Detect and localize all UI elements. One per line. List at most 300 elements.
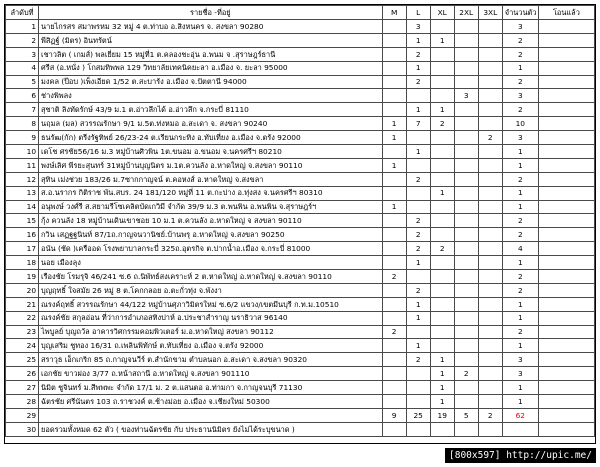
row-index-cell[interactable]: 24 [6, 339, 39, 353]
size-l-cell[interactable]: 2 [406, 75, 430, 89]
table-row[interactable] [6, 283, 595, 297]
size-2xl-cell[interactable] [454, 381, 478, 395]
size-m-cell[interactable] [382, 242, 406, 256]
table-row[interactable] [6, 117, 595, 131]
size-m-cell[interactable] [382, 172, 406, 186]
size-2xl-cell[interactable] [454, 297, 478, 311]
size-xl-cell[interactable] [430, 89, 454, 103]
name-address-cell[interactable]: ศรีส (อ.หนั่ง ) โกสมทิพพล 129 วิทยาลัยเทคนิคยะลา อ.เมือง จ. ยะลา 95000 [39, 61, 383, 75]
table-row[interactable] [6, 311, 595, 325]
paid-cell[interactable] [538, 283, 594, 297]
size-xl-cell[interactable] [430, 422, 454, 436]
total-cell[interactable]: 1 [502, 381, 538, 395]
total-cell[interactable]: 2 [502, 75, 538, 89]
size-m-cell[interactable]: 9 [382, 408, 406, 422]
row-index-cell[interactable]: 6 [6, 89, 39, 103]
size-l-cell[interactable] [406, 367, 430, 381]
size-3xl-cell[interactable] [478, 228, 502, 242]
name-address-cell[interactable]: ธนรัฒ(กัก) ตรีงรัฐทิพย์ 26/23-24 ต.เรียนกระทิง อ.ทับเที่ยง อ.เมือง จ.ตรัง 92000 [39, 131, 383, 145]
size-2xl-cell[interactable] [454, 256, 478, 270]
row-index-cell[interactable]: 13 [6, 186, 39, 200]
size-3xl-cell[interactable] [478, 47, 502, 61]
size-3xl-cell[interactable] [478, 75, 502, 89]
size-3xl-cell[interactable] [478, 395, 502, 409]
paid-cell[interactable] [538, 131, 594, 145]
size-m-cell[interactable] [382, 89, 406, 103]
paid-cell[interactable] [538, 270, 594, 284]
size-xl-cell[interactable]: 1 [430, 33, 454, 47]
name-address-cell[interactable]: ช่างพิพลง [39, 89, 383, 103]
size-2xl-cell[interactable] [454, 283, 478, 297]
size-xl-cell[interactable]: 1 [430, 367, 454, 381]
total-cell[interactable]: 2 [502, 214, 538, 228]
row-index-cell[interactable]: 18 [6, 256, 39, 270]
size-xl-cell[interactable] [430, 256, 454, 270]
row-index-cell[interactable]: 21 [6, 297, 39, 311]
size-2xl-cell[interactable] [454, 61, 478, 75]
size-m-cell[interactable] [382, 75, 406, 89]
size-3xl-cell[interactable] [478, 33, 502, 47]
total-cell[interactable]: 2 [502, 47, 538, 61]
size-m-cell[interactable] [382, 186, 406, 200]
size-l-cell[interactable]: 3 [406, 20, 430, 34]
size-2xl-cell[interactable] [454, 353, 478, 367]
size-xl-cell[interactable] [430, 200, 454, 214]
size-3xl-cell[interactable] [478, 270, 502, 284]
row-index-cell[interactable]: 9 [6, 131, 39, 145]
row-index-cell[interactable]: 15 [6, 214, 39, 228]
size-m-cell[interactable] [382, 311, 406, 325]
size-xl-cell[interactable] [430, 214, 454, 228]
size-3xl-cell[interactable] [478, 339, 502, 353]
size-l-cell[interactable]: 1 [406, 103, 430, 117]
size-m-cell[interactable] [382, 214, 406, 228]
total-cell[interactable]: 3 [502, 367, 538, 381]
name-address-cell[interactable]: นายไกรสร สมาพรหม 32 หมู่ 4 ต.ท่าบอ อ.สิงหนคร จ. สงขลา 90280 [39, 20, 383, 34]
size-m-cell[interactable] [382, 381, 406, 395]
row-index-cell[interactable]: 17 [6, 242, 39, 256]
size-2xl-cell[interactable] [454, 339, 478, 353]
row-index-cell[interactable]: 2 [6, 33, 39, 47]
name-address-cell[interactable]: ณรงค์ฤทธิ์ สวรรณรักษา 44/122 หมู่บ้านศุภาวิมิตรใหม่ ซ.6/2 แขวง/เขตมีนบุรี ก.ท.ม.10510 [39, 297, 383, 311]
size-xl-cell[interactable]: 1 [430, 186, 454, 200]
name-address-cell[interactable]: สุชาติ ลิงทัดรักษ์ 43/9 ม.1 ต.อ่าวลึกได้ อ.อ่าวลึก จ.กระบี่ 81110 [39, 103, 383, 117]
size-3xl-cell[interactable] [478, 200, 502, 214]
size-m-cell[interactable] [382, 297, 406, 311]
size-l-cell[interactable] [406, 325, 430, 339]
size-l-cell[interactable]: 1 [406, 256, 430, 270]
size-2xl-cell[interactable] [454, 47, 478, 61]
row-index-cell[interactable]: 12 [6, 172, 39, 186]
name-address-cell[interactable]: เอกชัย ขาวผ่อง 3/77 ถ.หน้าสถานี อ.หาดใหญ่ จ.สงขลา 901110 [39, 367, 383, 381]
size-xl-cell[interactable] [430, 311, 454, 325]
total-cell[interactable]: 2 [502, 172, 538, 186]
name-address-cell[interactable] [39, 408, 383, 422]
paid-cell[interactable] [538, 61, 594, 75]
paid-cell[interactable] [538, 311, 594, 325]
size-m-cell[interactable] [382, 367, 406, 381]
name-address-cell[interactable]: เชาวลิต ( เกมส์) พลเยี่ยม 15 หมู่ที่1 ต.คลองชะอุ่น อ.พนม จ .สุราษฎร์ธานี [39, 47, 383, 61]
table-row[interactable] [6, 47, 595, 61]
size-2xl-cell[interactable] [454, 117, 478, 131]
paid-cell[interactable] [538, 381, 594, 395]
table-row[interactable] [6, 172, 595, 186]
row-index-cell[interactable]: 29 [6, 408, 39, 422]
size-l-cell[interactable]: 7 [406, 117, 430, 131]
paid-cell[interactable] [538, 186, 594, 200]
table-row[interactable] [6, 256, 595, 270]
size-2xl-cell[interactable]: 2 [454, 367, 478, 381]
table-row[interactable] [6, 158, 595, 172]
row-index-cell[interactable]: 11 [6, 158, 39, 172]
name-address-cell[interactable]: เดโช ศรชัย56/16 ม.3 หมู่บ้านศิวพิน 1ต.ขนอม อ.ขนอม จ.นครศรีฯ 80210 [39, 145, 383, 159]
size-xl-cell[interactable]: 2 [430, 242, 454, 256]
row-index-cell[interactable]: 16 [6, 228, 39, 242]
row-index-cell[interactable]: 4 [6, 61, 39, 75]
size-2xl-cell[interactable] [454, 75, 478, 89]
size-m-cell[interactable] [382, 103, 406, 117]
size-m-cell[interactable]: 2 [382, 325, 406, 339]
size-xl-cell[interactable]: 1 [430, 381, 454, 395]
paid-cell[interactable] [538, 422, 594, 436]
row-index-cell[interactable]: 19 [6, 270, 39, 284]
name-address-cell[interactable]: ยอดรวมทั้งหมด 62 ตัว ( ของท่านฉัตรชัย กับ ประธานนิมิตร ยังไม่ได้ระบุขนาด ) [39, 422, 383, 436]
row-index-cell[interactable]: 27 [6, 381, 39, 395]
size-xl-cell[interactable] [430, 297, 454, 311]
size-l-cell[interactable] [406, 158, 430, 172]
name-address-cell[interactable]: อนุพงษ์ วงศ์รี ส.สยามรีโซเคลิตบัดเกวิมี จำกัด 39/9 ม.3 ต.พนพิน อ.พนพิน จ.สุราษฎร์ฯ [39, 200, 383, 214]
total-cell[interactable]: 1 [502, 186, 538, 200]
size-l-cell[interactable]: 25 [406, 408, 430, 422]
size-3xl-cell[interactable] [478, 117, 502, 131]
size-2xl-cell[interactable] [454, 186, 478, 200]
size-m-cell[interactable] [382, 33, 406, 47]
row-index-cell[interactable]: 10 [6, 145, 39, 159]
size-xl-cell[interactable]: 19 [430, 408, 454, 422]
size-xl-cell[interactable]: 1 [430, 103, 454, 117]
size-3xl-cell[interactable] [478, 172, 502, 186]
size-m-cell[interactable] [382, 145, 406, 159]
row-index-cell[interactable]: 14 [6, 200, 39, 214]
size-3xl-cell[interactable] [478, 61, 502, 75]
name-address-cell[interactable]: นฤมล (มล) สวรรณรักษา 9/1 ม.5ต.ท่งหมอ อ.สะเดา จ. สงขลา 90240 [39, 117, 383, 131]
table-row[interactable] [6, 20, 595, 34]
size-l-cell[interactable] [406, 381, 430, 395]
size-2xl-cell[interactable] [454, 242, 478, 256]
table-row[interactable] [6, 422, 595, 436]
table-row[interactable] [6, 75, 595, 89]
size-2xl-cell[interactable] [454, 270, 478, 284]
table-row[interactable] [6, 339, 595, 353]
table-row[interactable] [6, 103, 595, 117]
size-3xl-cell[interactable] [478, 311, 502, 325]
size-2xl-cell[interactable] [454, 395, 478, 409]
size-2xl-cell[interactable]: 3 [454, 89, 478, 103]
size-2xl-cell[interactable] [454, 145, 478, 159]
size-l-cell[interactable] [406, 89, 430, 103]
paid-cell[interactable] [538, 158, 594, 172]
paid-cell[interactable] [538, 367, 594, 381]
size-2xl-cell[interactable] [454, 200, 478, 214]
paid-cell[interactable] [538, 103, 594, 117]
table-row[interactable] [6, 381, 595, 395]
size-l-cell[interactable] [406, 131, 430, 145]
name-address-cell[interactable]: มงคล (ป๊อบ )เพ็งเอียด 1/52 ต.สะบารัง อ.เมือง จ.ปัตตานี 94000 [39, 75, 383, 89]
paid-cell[interactable] [538, 172, 594, 186]
paid-cell[interactable] [538, 408, 594, 422]
paid-cell[interactable] [538, 117, 594, 131]
size-xl-cell[interactable] [430, 20, 454, 34]
row-index-cell[interactable]: 20 [6, 283, 39, 297]
total-cell[interactable]: 1 [502, 311, 538, 325]
name-address-cell[interactable]: นอย เมืองลุง [39, 256, 383, 270]
table-row[interactable] [6, 408, 595, 422]
size-l-cell[interactable]: 1 [406, 297, 430, 311]
name-address-cell[interactable]: บุญฤทธิ์ ใจสมัย 26 หมู่ 8 ต.โคกกลอย อ.ตะกั่วทุ่ง จ.พังงา [39, 283, 383, 297]
paid-cell[interactable] [538, 214, 594, 228]
table-row[interactable] [6, 325, 595, 339]
size-xl-cell[interactable] [430, 283, 454, 297]
size-xl-cell[interactable] [430, 270, 454, 284]
size-3xl-cell[interactable] [478, 422, 502, 436]
table-row[interactable] [6, 186, 595, 200]
name-address-cell[interactable]: ณรงค์ชัย สกุลอ่อน ที่ว่าการอำเภอสทิงปาห์ อ.ประชาสำราญ นราธิวาส 96140 [39, 311, 383, 325]
size-xl-cell[interactable] [430, 145, 454, 159]
row-index-cell[interactable]: 8 [6, 117, 39, 131]
size-m-cell[interactable]: 1 [382, 131, 406, 145]
total-cell[interactable]: 2 [502, 283, 538, 297]
name-address-cell[interactable]: ฉัตรชัย ศรีนันตร 103 ถ.ราชวงค์ ต.ช้างม่อย อ.เมือง จ.เชียงใหม่ 50300 [39, 395, 383, 409]
total-cell[interactable]: 1 [502, 145, 538, 159]
row-index-cell[interactable]: 23 [6, 325, 39, 339]
row-index-cell[interactable]: 30 [6, 422, 39, 436]
size-l-cell[interactable] [406, 200, 430, 214]
size-xl-cell[interactable]: 1 [430, 353, 454, 367]
size-l-cell[interactable]: 1 [406, 61, 430, 75]
size-l-cell[interactable] [406, 395, 430, 409]
table-row[interactable] [6, 200, 595, 214]
size-2xl-cell[interactable] [454, 131, 478, 145]
size-xl-cell[interactable] [430, 228, 454, 242]
name-address-cell[interactable]: พีสิฏฐ์ (มิตร) อินทรัตน์ [39, 33, 383, 47]
size-m-cell[interactable] [382, 47, 406, 61]
size-l-cell[interactable] [406, 422, 430, 436]
size-m-cell[interactable] [382, 61, 406, 75]
total-cell[interactable] [502, 422, 538, 436]
table-row[interactable] [6, 228, 595, 242]
name-address-cell[interactable]: สุทิน เม่งช่วย 183/26 ม.7ซากกาญจน์ ต.คอหงส์ อ.หาดใหญ่ จ.สงขลา [39, 172, 383, 186]
size-m-cell[interactable] [382, 20, 406, 34]
size-l-cell[interactable]: 2 [406, 214, 430, 228]
size-xl-cell[interactable]: 2 [430, 117, 454, 131]
size-xl-cell[interactable] [430, 172, 454, 186]
table-row[interactable] [6, 395, 595, 409]
size-2xl-cell[interactable] [454, 311, 478, 325]
size-3xl-cell[interactable] [478, 89, 502, 103]
total-cell[interactable]: 10 [502, 117, 538, 131]
size-3xl-cell[interactable] [478, 214, 502, 228]
total-cell[interactable]: 1 [502, 61, 538, 75]
total-cell[interactable]: 1 [502, 339, 538, 353]
row-index-cell[interactable]: 3 [6, 47, 39, 61]
size-m-cell[interactable] [382, 395, 406, 409]
paid-cell[interactable] [538, 325, 594, 339]
size-m-cell[interactable] [382, 283, 406, 297]
table-row[interactable] [6, 33, 595, 47]
paid-cell[interactable] [538, 339, 594, 353]
size-3xl-cell[interactable] [478, 367, 502, 381]
size-l-cell[interactable]: 1 [406, 145, 430, 159]
size-l-cell[interactable]: 1 [406, 311, 430, 325]
size-l-cell[interactable]: 2 [406, 228, 430, 242]
row-index-cell[interactable]: 28 [6, 395, 39, 409]
size-3xl-cell[interactable] [478, 381, 502, 395]
size-m-cell[interactable] [382, 422, 406, 436]
size-l-cell[interactable]: 2 [406, 47, 430, 61]
size-2xl-cell[interactable] [454, 158, 478, 172]
row-index-cell[interactable]: 1 [6, 20, 39, 34]
total-cell[interactable]: 1 [502, 395, 538, 409]
total-cell[interactable]: 3 [502, 353, 538, 367]
size-3xl-cell[interactable] [478, 297, 502, 311]
total-cell[interactable]: 62 [502, 408, 538, 422]
paid-cell[interactable] [538, 353, 594, 367]
size-3xl-cell[interactable]: 2 [478, 408, 502, 422]
table-row[interactable] [6, 61, 595, 75]
name-address-cell[interactable]: บุญเสริม ชูทอง 16/31 ถ.เพลินพิทักษ์ ต.ทับเที่ยง อ.เมือง จ.ตรัง 92000 [39, 339, 383, 353]
total-cell[interactable]: 2 [502, 103, 538, 117]
paid-cell[interactable] [538, 297, 594, 311]
size-2xl-cell[interactable] [454, 103, 478, 117]
table-row[interactable] [6, 131, 595, 145]
table-row[interactable] [6, 89, 595, 103]
total-cell[interactable]: 3 [502, 89, 538, 103]
paid-cell[interactable] [538, 256, 594, 270]
size-l-cell[interactable]: 1 [406, 339, 430, 353]
size-3xl-cell[interactable] [478, 242, 502, 256]
size-3xl-cell[interactable]: 2 [478, 131, 502, 145]
name-address-cell[interactable]: สราวุธ เอ็กเกริก 85 ถ.กาญจนวีร์ ต.สำนักขาม ตำบลนอก อ.สะเดา จ.สงขลา 90320 [39, 353, 383, 367]
name-address-cell[interactable]: พงษ์เลิศ พีรยะสุนทร์ 31หมู่บ้านบุญนิตร ม.1ต.ควนลัง อ.หาดใหญ่ จ.สงขลา 90110 [39, 158, 383, 172]
name-address-cell[interactable]: ไพบูลย์ บุญถวัล อาคารวิศกรรมคอมพิวเตอร์ ม.อ.หาดใหญ่ สงขลา 90112 [39, 325, 383, 339]
size-xl-cell[interactable] [430, 158, 454, 172]
paid-cell[interactable] [538, 242, 594, 256]
size-2xl-cell[interactable] [454, 172, 478, 186]
row-index-cell[interactable]: 25 [6, 353, 39, 367]
total-cell[interactable]: 1 [502, 297, 538, 311]
total-cell[interactable]: 2 [502, 325, 538, 339]
size-xl-cell[interactable] [430, 75, 454, 89]
name-address-cell[interactable]: นิมิต ชูจินทร์ ม.สีพพพะ จำกัด 17/1 ม. 2 ต.แสนตอ อ.ท่ามกา จ.กาญจนบุรี 71130 [39, 381, 383, 395]
row-index-cell[interactable]: 5 [6, 75, 39, 89]
size-3xl-cell[interactable] [478, 103, 502, 117]
size-3xl-cell[interactable] [478, 145, 502, 159]
size-xl-cell[interactable] [430, 47, 454, 61]
size-l-cell[interactable]: 2 [406, 283, 430, 297]
table-row[interactable] [6, 242, 595, 256]
size-3xl-cell[interactable] [478, 325, 502, 339]
table-row[interactable] [6, 214, 595, 228]
row-index-cell[interactable]: 22 [6, 311, 39, 325]
size-2xl-cell[interactable] [454, 228, 478, 242]
size-xl-cell[interactable] [430, 61, 454, 75]
total-cell[interactable]: 2 [502, 33, 538, 47]
table-row[interactable] [6, 353, 595, 367]
size-m-cell[interactable] [382, 256, 406, 270]
size-3xl-cell[interactable] [478, 353, 502, 367]
size-xl-cell[interactable] [430, 339, 454, 353]
size-l-cell[interactable] [406, 186, 430, 200]
name-address-cell[interactable]: กุ้ง ควนลัง 18 หมู่บ้านเดินเขาชอย 10 ม.1 ต.ควนลัง อ.หาดใหญ่ จ สงขลา 90110 [39, 214, 383, 228]
paid-cell[interactable] [538, 200, 594, 214]
row-index-cell[interactable]: 26 [6, 367, 39, 381]
total-cell[interactable]: 3 [502, 20, 538, 34]
paid-cell[interactable] [538, 395, 594, 409]
size-l-cell[interactable]: 2 [406, 242, 430, 256]
total-cell[interactable]: 1 [502, 158, 538, 172]
total-cell[interactable]: 1 [502, 200, 538, 214]
paid-cell[interactable] [538, 20, 594, 34]
paid-cell[interactable] [538, 75, 594, 89]
table-row[interactable] [6, 145, 595, 159]
table-row[interactable] [6, 297, 595, 311]
size-m-cell[interactable] [382, 353, 406, 367]
name-address-cell[interactable]: กวิน เสฏฐฐนินท์ 87/1ถ.กาญจนวานิชย์.บ้านพรุ อ.หาดใหญ่ จ.สงขลา 90250 [39, 228, 383, 242]
paid-cell[interactable] [538, 33, 594, 47]
name-address-cell[interactable]: เรืองชัย โรมรุจิ 46/241 ซ.6 ถ.นิพัทธ์สงเคราะห์ 2 ต.หาดใหญ่ อ.หาดใหญ่ จ.สงขลา 90110 [39, 270, 383, 284]
paid-cell[interactable] [538, 145, 594, 159]
size-2xl-cell[interactable]: 5 [454, 408, 478, 422]
size-2xl-cell[interactable] [454, 33, 478, 47]
total-cell[interactable]: 2 [502, 270, 538, 284]
total-cell[interactable]: 2 [502, 228, 538, 242]
size-3xl-cell[interactable] [478, 186, 502, 200]
name-address-cell[interactable]: อนัน (ชัด )เครืออด โรงพยาบาลกระบี่ 325ถ.อุตรกิจ ต.ปากน้ำอ.เมือง จ.กระบี่ 81000 [39, 242, 383, 256]
size-2xl-cell[interactable] [454, 422, 478, 436]
size-3xl-cell[interactable] [478, 283, 502, 297]
total-cell[interactable]: 4 [502, 242, 538, 256]
size-3xl-cell[interactable] [478, 256, 502, 270]
size-m-cell[interactable]: 1 [382, 158, 406, 172]
size-l-cell[interactable]: 2 [406, 353, 430, 367]
paid-cell[interactable] [538, 89, 594, 103]
paid-cell[interactable] [538, 47, 594, 61]
name-address-cell[interactable]: ส.อ.นรากร กิติราช พัน.สบร. 24 181/120 หมู่ที่ 11 ต.กะปาง อ.ทุ่งสง จ.นครศรีฯ 80310 [39, 186, 383, 200]
total-cell[interactable]: 1 [502, 256, 538, 270]
size-2xl-cell[interactable] [454, 214, 478, 228]
size-l-cell[interactable] [406, 270, 430, 284]
size-3xl-cell[interactable] [478, 20, 502, 34]
size-xl-cell[interactable] [430, 325, 454, 339]
total-cell[interactable]: 3 [502, 131, 538, 145]
size-l-cell[interactable]: 1 [406, 33, 430, 47]
size-m-cell[interactable]: 2 [382, 270, 406, 284]
size-m-cell[interactable]: 1 [382, 117, 406, 131]
paid-cell[interactable] [538, 228, 594, 242]
size-3xl-cell[interactable] [478, 158, 502, 172]
table-row[interactable] [6, 367, 595, 381]
size-l-cell[interactable]: 2 [406, 172, 430, 186]
size-m-cell[interactable] [382, 228, 406, 242]
table-row[interactable] [6, 270, 595, 284]
size-m-cell[interactable]: 1 [382, 200, 406, 214]
size-m-cell[interactable] [382, 339, 406, 353]
size-2xl-cell[interactable] [454, 325, 478, 339]
size-2xl-cell[interactable] [454, 20, 478, 34]
size-xl-cell[interactable]: 1 [430, 395, 454, 409]
row-index-cell[interactable]: 7 [6, 103, 39, 117]
size-xl-cell[interactable] [430, 131, 454, 145]
